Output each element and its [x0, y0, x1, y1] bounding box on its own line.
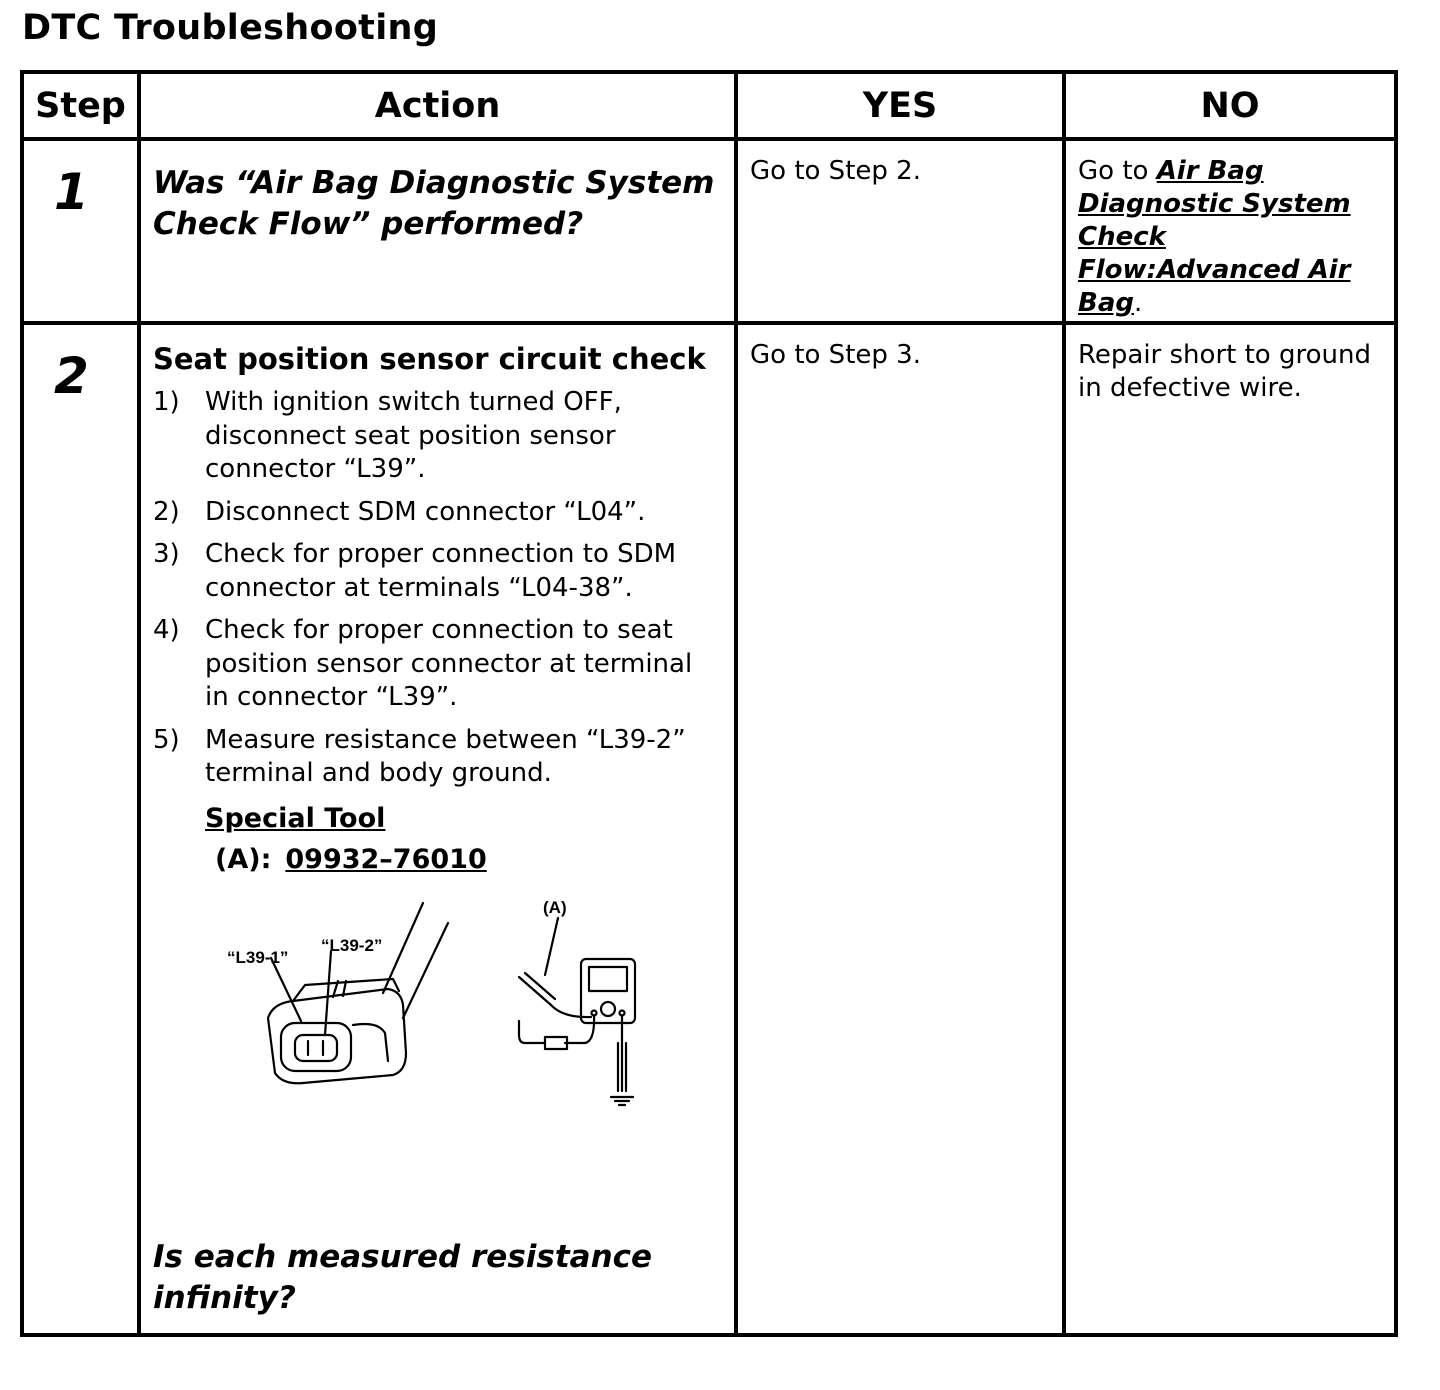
table-row-step-1 — [22, 139, 1396, 323]
list-item: 1) With ignition switch turned OFF, disconnect seat position sensor connector “L39”. — [153, 387, 622, 484]
step-cell — [22, 323, 139, 1335]
no-suffix: . — [1133, 288, 1143, 318]
system-check-flow-link[interactable]: Air Bag Diagnostic System Check Flow:Advanced Air Bag — [1078, 156, 1351, 318]
label-tool-a: (A) — [543, 897, 567, 917]
label-l39-1: “L39-1” — [227, 947, 289, 967]
ground-symbol — [611, 1097, 633, 1105]
step-question: Is each measured resistance infinity? — [153, 1238, 653, 1316]
column-header-step: Step — [22, 72, 139, 139]
leader-line — [271, 958, 301, 1021]
check-title: Seat position sensor circuit check — [153, 342, 706, 376]
tool-number: 09932–76010 — [285, 843, 487, 875]
yes-cell — [736, 139, 1064, 323]
substep-list — [153, 386, 722, 791]
alligator-clip — [545, 1037, 567, 1049]
list-item: 4) Check for proper connection to seat position sensor connector at terminal in connector “L39”. — [153, 615, 693, 712]
yes-text: Go to Step 3. — [750, 340, 921, 370]
connector-socket — [281, 1023, 351, 1071]
ground-lead-a — [565, 1015, 594, 1043]
special-tool-line — [215, 844, 722, 875]
column-header-action: Action — [139, 72, 736, 139]
no-text: Repair short to ground in defective wire. — [1078, 340, 1371, 403]
step-question: Was “Air Bag Diagnostic System Check Flow” performed? — [153, 165, 715, 242]
terminal-pins — [308, 1041, 323, 1055]
no-cell — [1064, 139, 1396, 323]
figure-drawing — [213, 893, 653, 1123]
yes-cell — [736, 323, 1064, 1335]
list-item: 3) Check for proper connection to SDM connector at terminals “L04-38”. — [153, 539, 677, 603]
step-cell — [22, 139, 139, 323]
probe-lead — [551, 1005, 591, 1017]
dtc-table — [20, 70, 1398, 1337]
table-row-step-2 — [22, 323, 1396, 1335]
action-cell — [139, 139, 736, 323]
tool-leader — [545, 918, 558, 975]
no-text — [1066, 141, 1394, 320]
tool-id: (A): — [215, 843, 272, 875]
ohmmeter-dial — [601, 1002, 615, 1016]
connector-ohmmeter-figure — [213, 893, 722, 1123]
label-l39-2: “L39-2” — [321, 935, 383, 955]
list-item: 2) Disconnect SDM connector “L04”. — [153, 496, 646, 527]
step-number: 2 — [54, 347, 89, 405]
table-header-row — [22, 72, 1396, 139]
list-item: 5) Measure resistance between “L39-2” terminal and body ground. — [153, 724, 686, 788]
yes-text: Go to Step 2. — [750, 156, 921, 186]
column-header-no: NO — [1064, 72, 1396, 139]
wire-line — [403, 923, 448, 1018]
no-prefix: Go to — [1078, 156, 1157, 186]
step-number: 1 — [54, 163, 89, 221]
page-title: DTC Troubleshooting — [22, 8, 439, 48]
special-tool-label: Special Tool — [205, 802, 386, 834]
column-header-yes: YES — [736, 72, 1064, 139]
no-cell — [1064, 323, 1396, 1335]
action-cell — [139, 323, 736, 1335]
